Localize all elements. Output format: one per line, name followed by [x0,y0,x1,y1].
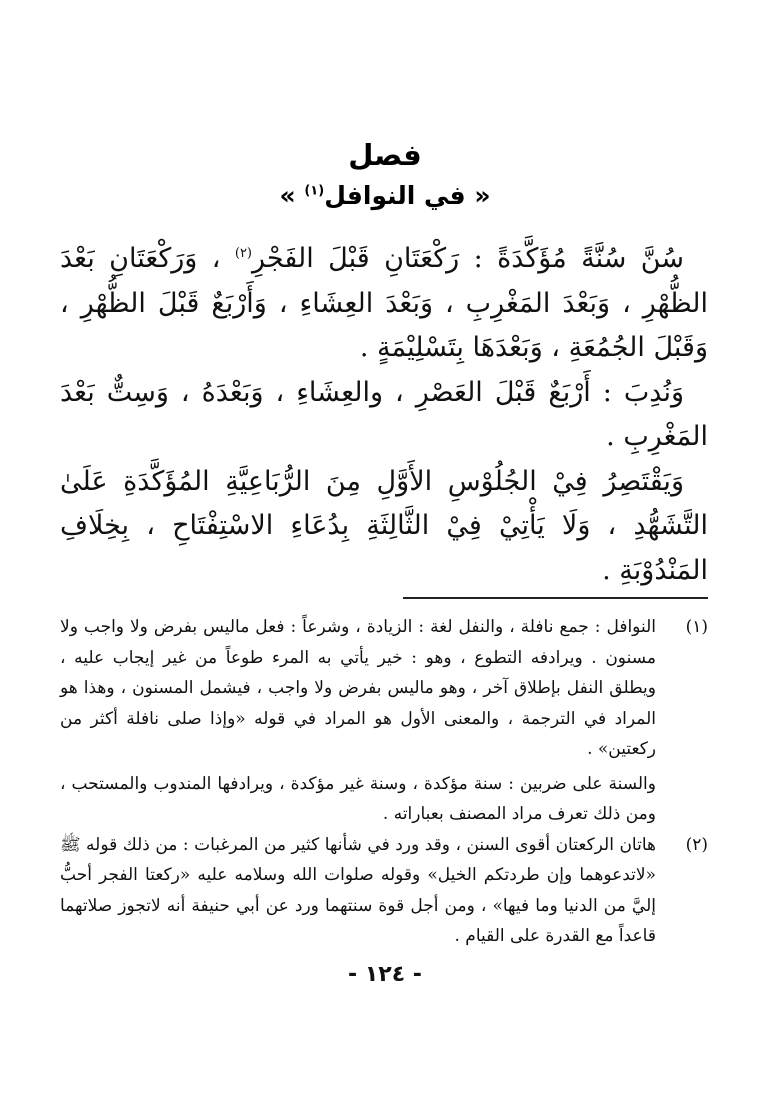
chapter-subtitle [0,181,770,210]
paragraph-2: وَنُدِبَ : أَرْبَعٌ قَبْلَ العَصْرِ ، والعِشَاءِ ، وَبَعْدَهُ ، وَسِتٌّ بَعْدَ المَغْرِبِ . [60,376,708,452]
footnote-paragraph: النوافل : جمع نافلة ، والنفل لغة : الزيادة ، وشرعاً : فعل ماليس بفرض ولا واجب ولا مسنون . ويرادفه التطوع ، وهو : خير يأتي به المرء طوعاً من غير إيجاب عليه ، ويطلق النفل بإطلاق آخر ، وهو ماليس بفرض ولا واجب ، فيشمل المسنون ، وهذا هو المراد في الترجمة ، والمعنى الأول هو المراد في قوله «وإذا صلى نافلة أكثر من ركعتين» . [60,617,656,759]
paragraph-1 [60,232,708,371]
footnote-ref-2[interactable]: (٢) [234,246,252,261]
paragraph-1-part-b: ، وَرَكْعَتَانِ بَعْدَ الظُّهْرِ ، وَبَعْدَ المَغْرِبِ ، وَبَعْدَ العِشَاءِ ، وَأَرْبَعٌ قَبْلَ الظُّهْرِ ، وَقَبْلَ الجُمُعَةِ ، وَبَعْدَهَا بِتَسْلِيْمَةٍ . [60,243,708,363]
footnotes [60,612,708,952]
footnote-1 [60,612,708,830]
footnote-2 [60,830,708,952]
page-number: - ١٢٤ - [348,962,422,987]
paragraph-3: وَيَقْتَصِرُ فِيْ الجُلُوْسِ الأَوَّلِ مِنَ الرُّبَاعِيَّةِ المُؤَكَّدَةِ عَلَىٰ التَّشَهُّدِ ، وَلَا يَأْتِيْ فِيْ الثَّالِثَةِ بِدُعَاءِ الاسْتِفْتَاحِ ، بِخِلَافِ المَنْدُوْبَةِ . [60,465,708,586]
subtitle-close-quote: » [279,181,305,210]
footnote-ref-1[interactable]: (١) [304,183,325,199]
footnote-text [60,830,656,952]
subtitle-open-quote: « [465,181,491,210]
footnote-text [60,612,656,830]
footnote-paragraph: والسنة على ضربين : سنة مؤكدة ، وسنة غير مؤكدة ، ويرادفها المندوب والمستحب ، ومن ذلك تعرف مراد المصنف بعباراته . [60,773,656,824]
chapter-title: فصل [348,138,422,172]
subtitle-text: في النوافل [324,181,466,210]
footnote-number: (٢) [685,834,708,855]
paragraph-1-part-a: سُنَّ سُنَّةً مُؤَكَّدَةً : رَكْعَتَانِ قَبْلَ الفَجْرِ [252,243,684,274]
footnote-paragraph: هاتان الركعتان أقوى السنن ، وقد ورد في شأنها كثير من المرغبات : من ذلك قوله ﷺ «لاتدعوهما وإن طردتكم الخيل» وقوله صلوات الله وسلامه عليه «ركعتا الفجر أحبُّ إليَّ من الدنيا وما فيها» ، ومن أجل قوة سنتهما ورد عن أبي حنيفة أنه لاتجوز صلاتهما قاعداً مع القدرة على القيام . [60,834,656,946]
footnote-divider [403,597,708,599]
main-text [60,232,708,593]
footnote-number: (١) [685,617,708,637]
